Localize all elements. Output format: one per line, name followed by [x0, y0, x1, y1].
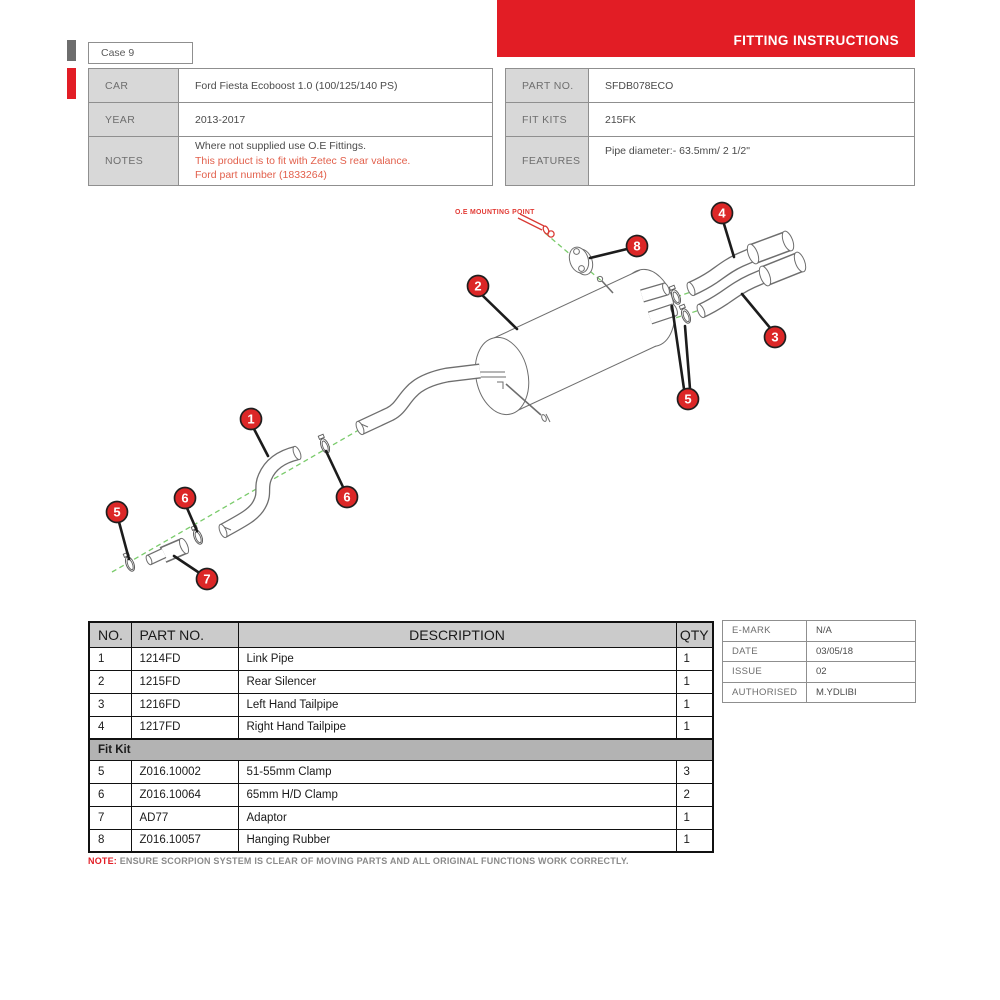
table-row: [89, 670, 713, 693]
header-banner: [497, 0, 915, 57]
car-value: Ford Fiesta Ecoboost 1.0 (100/125/140 PS): [179, 69, 493, 103]
table-row: [89, 806, 713, 829]
case-label: Case 9: [101, 47, 135, 59]
callout-6-left: [175, 488, 196, 509]
clamp-51-55mm: [678, 304, 692, 325]
silencer-inlet-pipe-drawing: [354, 371, 480, 436]
col-qty: QTY: [676, 622, 713, 647]
meta-label: DATE: [723, 641, 807, 662]
col-no: NO.: [89, 622, 131, 647]
document-meta-table: [722, 620, 916, 703]
cell-desc: 51-55mm Clamp: [238, 760, 676, 783]
part-no-value: SFDB078ECO: [589, 69, 915, 103]
cell-qty: 1: [676, 670, 713, 693]
fit-kit-label: Fit Kit: [89, 739, 713, 760]
cell-qty: 1: [676, 829, 713, 852]
cell-desc: Link Pipe: [238, 647, 676, 670]
callout-3: [765, 327, 786, 348]
oe-mounting-point-label: O.E MOUNTING POINT: [455, 209, 535, 216]
leader-line: [685, 326, 690, 389]
clamp-65mm-hd: [190, 525, 204, 546]
callout-4: [712, 203, 733, 224]
callout-5-right: [678, 389, 699, 410]
cell-qty: 1: [676, 693, 713, 716]
table-row: [89, 783, 713, 806]
leader-line: [253, 427, 268, 456]
cell-part: 1214FD: [131, 647, 238, 670]
table-row: [723, 682, 916, 703]
vehicle-info-table: [88, 68, 493, 186]
meta-value: 02: [807, 662, 916, 683]
cell-desc: Right Hand Tailpipe: [238, 716, 676, 739]
col-part-no: PART NO.: [131, 622, 238, 647]
cell-qty: 1: [676, 806, 713, 829]
leader-line: [742, 294, 771, 329]
leader-line: [724, 224, 734, 257]
cell-no: 4: [89, 716, 131, 739]
svg-text:6: 6: [343, 489, 351, 505]
svg-text:5: 5: [113, 504, 121, 520]
table-row: [89, 760, 713, 783]
meta-value: M.YDLIBI: [807, 682, 916, 703]
car-label: CAR: [89, 69, 179, 103]
meta-value: 03/05/18: [807, 641, 916, 662]
cell-no: 8: [89, 829, 131, 852]
leader-line: [590, 249, 627, 258]
meta-label: AUTHORISED: [723, 682, 807, 703]
cell-desc: Left Hand Tailpipe: [238, 693, 676, 716]
callout-2: [468, 276, 489, 297]
link-pipe-drawing: [217, 445, 302, 538]
cell-part: 1216FD: [131, 693, 238, 716]
leader-line: [481, 294, 517, 329]
fit-kits-value: 215FK: [589, 103, 915, 137]
clamp-51-55mm: [122, 552, 136, 573]
table-row: [723, 621, 916, 642]
table-row: [89, 647, 713, 670]
col-description: DESCRIPTION: [238, 622, 676, 647]
cell-part: Z016.10057: [131, 829, 238, 852]
callout-5-left: [107, 502, 128, 523]
cell-qty: 2: [676, 783, 713, 806]
part-info-table: [505, 68, 915, 186]
svg-text:3: 3: [771, 329, 779, 345]
footer-note: [88, 856, 629, 866]
meta-value: N/A: [807, 621, 916, 642]
meta-label: ISSUE: [723, 662, 807, 683]
svg-text:4: 4: [718, 205, 726, 221]
svg-text:5: 5: [684, 391, 692, 407]
notes-line-2: This product is to fit with Zetec S rear valance.: [195, 154, 411, 167]
cell-no: 6: [89, 783, 131, 806]
fit-kit-band-row: [89, 739, 713, 760]
cell-desc: Rear Silencer: [238, 670, 676, 693]
table-row: [89, 693, 713, 716]
svg-text:7: 7: [203, 571, 211, 587]
features-value: Pipe diameter:- 63.5mm/ 2 1/2": [589, 137, 915, 186]
cell-no: 3: [89, 693, 131, 716]
callout-1: [241, 409, 262, 430]
callout-8: [627, 236, 648, 257]
cell-part: 1217FD: [131, 716, 238, 739]
svg-text:2: 2: [474, 278, 482, 294]
case-number-box: [88, 42, 193, 64]
parts-list-table: [88, 621, 714, 853]
parts-header-row: [89, 622, 713, 647]
part-no-label: PART NO.: [506, 69, 589, 103]
svg-text:8: 8: [633, 238, 641, 254]
callout-7: [197, 569, 218, 590]
exhaust-exploded-diagram: [60, 195, 940, 615]
cell-part: AD77: [131, 806, 238, 829]
table-row: [89, 716, 713, 739]
table-row: [723, 662, 916, 683]
cell-no: 7: [89, 806, 131, 829]
leader-line: [326, 451, 343, 487]
cell-no: 5: [89, 760, 131, 783]
leader-line: [672, 306, 684, 389]
oe-mounting-pin: [518, 214, 554, 237]
callout-6-middle: [337, 487, 358, 508]
svg-text:1: 1: [247, 411, 255, 427]
footer-note-prefix: NOTE:: [88, 856, 117, 866]
svg-text:6: 6: [181, 490, 189, 506]
cell-desc: 65mm H/D Clamp: [238, 783, 676, 806]
cell-no: 2: [89, 670, 131, 693]
notes-label: NOTES: [89, 137, 179, 186]
cell-part: 1215FD: [131, 670, 238, 693]
table-row: [89, 829, 713, 852]
notes-line-3: Ford part number (1833264): [195, 169, 327, 182]
cell-desc: Hanging Rubber: [238, 829, 676, 852]
leader-line: [174, 556, 198, 572]
cell-part: Z016.10064: [131, 783, 238, 806]
year-label: YEAR: [89, 103, 179, 137]
cell-part: Z016.10002: [131, 760, 238, 783]
gray-tab-marker: [67, 40, 76, 61]
table-row: [723, 641, 916, 662]
red-tab-marker: [67, 68, 76, 99]
cell-desc: Adaptor: [238, 806, 676, 829]
cell-qty: 3: [676, 760, 713, 783]
meta-label: E-MARK: [723, 621, 807, 642]
notes-value: [179, 137, 493, 186]
year-value: 2013-2017: [179, 103, 493, 137]
features-label: FEATURES: [506, 137, 589, 186]
cell-qty: 1: [676, 647, 713, 670]
page-title: FITTING INSTRUCTIONS: [733, 33, 899, 48]
clamp-65mm-hd: [317, 434, 331, 455]
footer-note-text: ENSURE SCORPION SYSTEM IS CLEAR OF MOVING PARTS AND ALL ORIGINAL FUNCTIONS WORK CORRECTLY.: [117, 856, 629, 866]
cell-no: 1: [89, 647, 131, 670]
notes-line-1: Where not supplied use O.E Fittings.: [195, 140, 366, 153]
fit-kits-label: FIT KITS: [506, 103, 589, 137]
cell-qty: 1: [676, 716, 713, 739]
